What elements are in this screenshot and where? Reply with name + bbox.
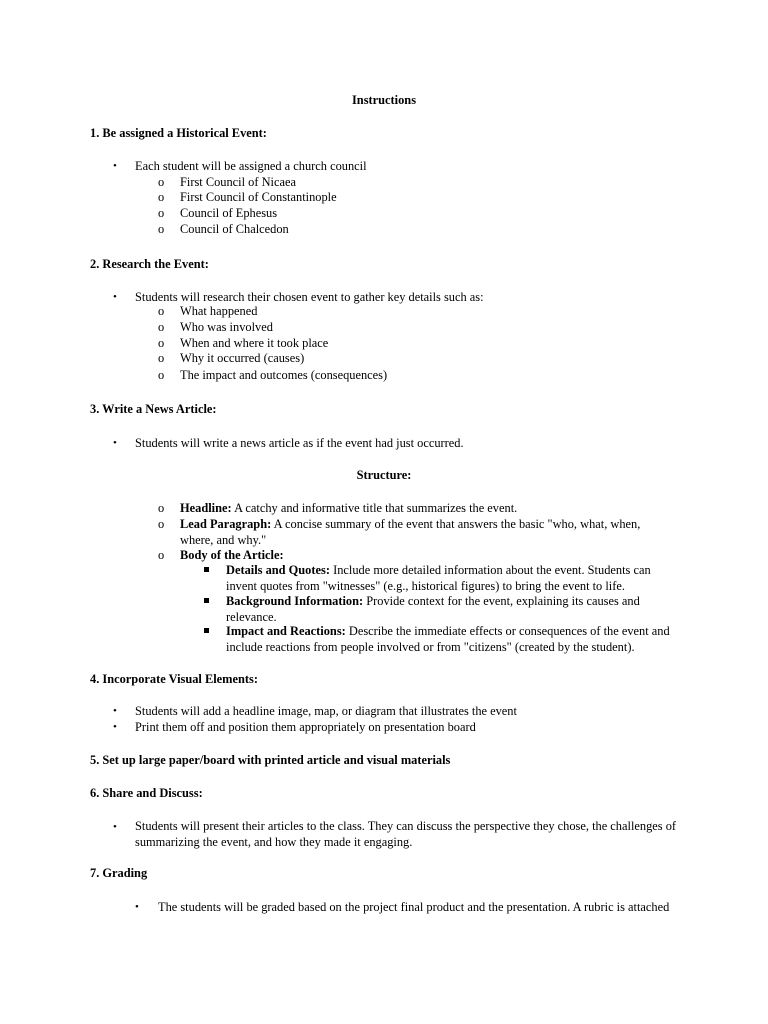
item-label: Details and Quotes: <box>226 563 330 577</box>
sub-bullet-marker: o <box>158 222 165 236</box>
sub-bullet-marker: o <box>158 548 165 562</box>
bullet-marker: • <box>113 291 117 303</box>
section-heading-3: 3. Write a News Article: <box>90 402 217 416</box>
bullet-text: Each student will be assigned a church council <box>135 159 367 173</box>
bullet-text: Students will present their articles to the class. They can discuss the perspective they chose, the challenges of summarizing the event, and how they made it engaging. <box>135 819 677 849</box>
bullet-marker: • <box>113 721 117 733</box>
item-label: Lead Paragraph: <box>180 517 272 531</box>
section-heading-4: 4. Incorporate Visual Elements: <box>90 672 258 686</box>
bullet-text: The students will be graded based on the project final product and the presentation. A rubric is attached <box>158 900 670 914</box>
structure-item-headline <box>180 501 680 517</box>
section-heading-7: 7. Grading <box>90 866 148 880</box>
structure-item-lead <box>180 517 670 548</box>
sub-bullet-marker: o <box>158 501 165 515</box>
bullet-marker: • <box>135 901 139 913</box>
structure-item-body: Body of the Article: <box>180 548 284 562</box>
bullet-marker: • <box>113 705 117 717</box>
council-item: First Council of Constantinople <box>180 190 337 204</box>
sub-bullet-marker: o <box>158 336 165 350</box>
sub-bullet-marker: o <box>158 206 165 220</box>
section-heading-6: 6. Share and Discuss: <box>90 786 203 800</box>
sub-bullet-marker: o <box>158 351 165 365</box>
square-bullet <box>204 628 209 633</box>
council-item: Council of Chalcedon <box>180 222 289 236</box>
body-item-background <box>226 594 656 625</box>
bullet-text: Students will add a headline image, map, or diagram that illustrates the event <box>135 704 517 718</box>
document-title: Instructions <box>351 93 417 107</box>
section-heading-5: 5. Set up large paper/board with printed article and visual materials <box>90 753 451 767</box>
council-item: First Council of Nicaea <box>180 175 296 189</box>
item-label: Impact and Reactions: <box>226 624 346 638</box>
sub-bullet-marker: o <box>158 368 165 382</box>
bullet-text: Print them off and position them appropriately on presentation board <box>135 720 476 734</box>
item-text: A concise summary of the event that answers the basic "who, what, when, where, and why." <box>180 517 641 547</box>
item-text: Provide context for the event, explaining its causes and relevance. <box>226 594 640 624</box>
section-heading-2: 2. Research the Event: <box>90 257 209 271</box>
body-item-details <box>226 563 676 594</box>
research-item: When and where it took place <box>180 336 329 350</box>
sub-bullet-marker: o <box>158 517 165 531</box>
item-label: Headline: <box>180 501 232 515</box>
sub-bullet-marker: o <box>158 304 165 318</box>
item-text: Include more detailed information about the event. Students can invent quotes from "witnesses" (e.g., historical figures) to bring the event to life. <box>226 563 651 593</box>
bullet-text: Students will write a news article as if the event had just occurred. <box>135 436 464 450</box>
bullet-text: Students will research their chosen event to gather key details such as: <box>135 290 484 304</box>
section-heading-1: 1. Be assigned a Historical Event: <box>90 126 267 140</box>
research-item: Who was involved <box>180 320 273 334</box>
square-bullet <box>204 598 209 603</box>
bullet-marker: • <box>113 437 117 449</box>
body-item-impact <box>226 624 686 655</box>
bullet-marker: • <box>113 821 117 833</box>
item-label: Background Information: <box>226 594 364 608</box>
sub-bullet-marker: o <box>158 320 165 334</box>
item-text: A catchy and informative title that summarizes the event. <box>234 501 518 515</box>
bullet-marker: • <box>113 160 117 172</box>
research-item: The impact and outcomes (consequences) <box>180 368 388 382</box>
sub-bullet-marker: o <box>158 175 165 189</box>
sub-bullet-marker: o <box>158 190 165 204</box>
council-item: Council of Ephesus <box>180 206 278 220</box>
square-bullet <box>204 567 209 572</box>
item-text: Describe the immediate effects or consequences of the event and include reactions from people involved or from "citizens" (created by the student). <box>226 624 670 654</box>
structure-heading: Structure: <box>356 468 412 482</box>
research-item: What happened <box>180 304 258 318</box>
research-item: Why it occurred (causes) <box>180 351 305 365</box>
